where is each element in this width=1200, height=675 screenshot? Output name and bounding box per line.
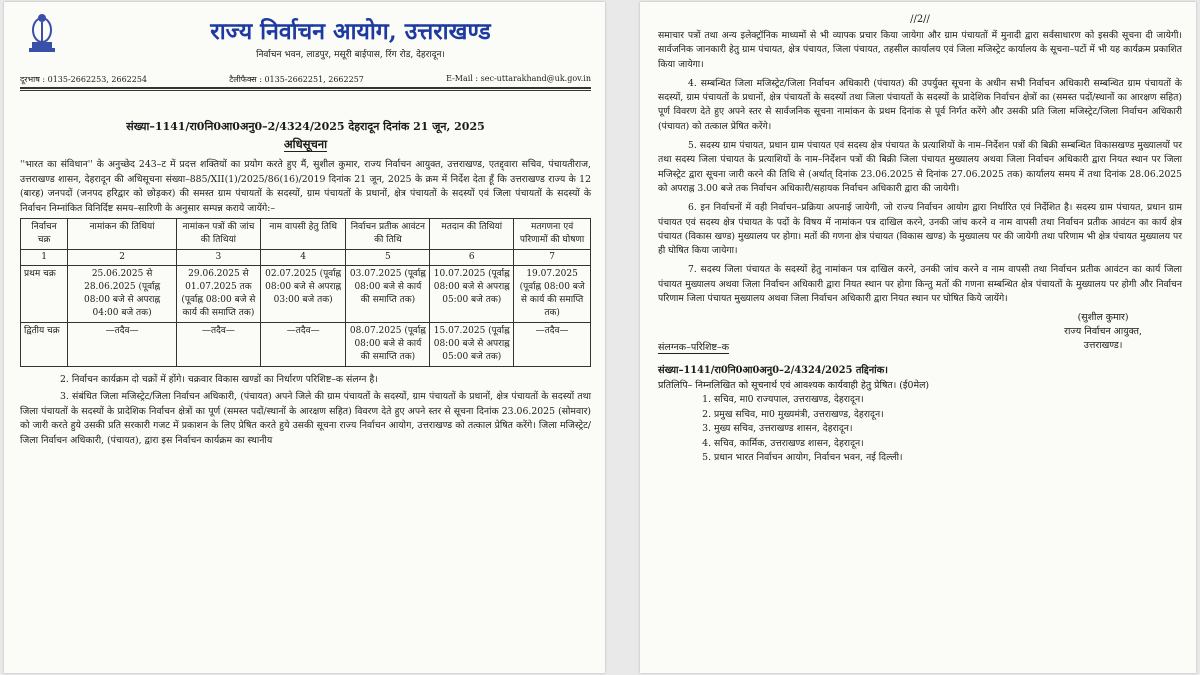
table-cell: 03.07.2025 (पूर्वाह्न 08:00 बजे से कार्य की समाप्ति तक) <box>346 266 430 323</box>
page-number: //2// <box>910 14 930 25</box>
table-cell: —तदैव— <box>260 323 346 367</box>
notification-page-1 <box>4 2 605 673</box>
table-header-cell: मतदान की तिथियां <box>430 219 514 250</box>
paragraph-4: 4. सम्बन्धित जिला मजिस्ट्रेट/जिला निर्वाचन अधिकारी (पंचायत) की उपर्युक्त सूचना के अधीन सभी निर्वाचन अधिकारी सम्बन्धित ग्राम पंचायतों के सदस्यों, ग्राम पंचायतों के प्रधानों, क्षेत्र पंचायतों के सदस्यों तथा जिला पंचायतों के सदस्यों के प्रादेशिक निर्वाचन क्षेत्रों का (समस्त पदों/स्थानों का आरक्षण सहित) पूर्ण विवरण देते हुए अपने स्तर से सार्वजनिक सूचना नामांकन के प्रथम दिनांक से पूर्व निर्गत करेंगे और उसकी प्रति जिला मजिस्ट्रेट/जिला निर्वाचन अधिकारी (पंचायत) को तत्काल प्रेषित करेंगे। <box>658 77 1182 132</box>
header-divider <box>20 87 591 89</box>
signature-block <box>1064 311 1142 353</box>
list-item: 3. मुख्य सचिव, उत्तराखण्ड शासन, देहरादून। <box>714 422 1182 436</box>
column-number: 2 <box>68 250 177 266</box>
column-number: 7 <box>514 250 591 266</box>
header-divider-thin <box>20 90 591 91</box>
paragraph-3-continued: समाचार पत्रों तथा अन्य इलेक्ट्रॉनिक माध्यमों से भी व्यापक प्रचार किया जायेगा और ग्राम पंचायतों में मुनादी द्वारा सर्वसाधारण को इसकी सूचना दी जायेगी। सार्वजनिक जानकारी हेतु ग्राम पंचायत, क्षेत्र पंचायत, जिला पंचायत, तहसील कार्यालय एवं जिला मजिस्ट्रेट कार्यालय के सूचना–पटों में भी यह कार्यक्रम प्रकाशित किया जायेगा। <box>658 30 1182 70</box>
copy-reference-number: संख्या–1141/रा0नि0आ0अनु0–2/4324/2025 तद्दिनांक। <box>658 365 888 377</box>
paragraph-2: 2. निर्वाचन कार्यक्रम दो चक्रों में होंगे। चक्रवार विकास खण्डों का निर्धारण परिशिष्ट–क संलग्न है। <box>60 374 378 386</box>
table-header-cell: निर्वाचन चक्र <box>21 219 68 250</box>
enclosure-note: संलग्नक–परिशिष्ट–क <box>658 342 730 354</box>
election-schedule-table <box>20 218 591 367</box>
list-item: 5. प्रधान भारत निर्वाचन आयोग, निर्वाचन भवन, नई दिल्ली। <box>714 451 1182 465</box>
fax-number: टैलीफैक्स : 0135-2662251, 2662257 <box>229 75 364 84</box>
table-cell: —तदैव— <box>514 323 591 367</box>
list-item: 2. प्रमुख सचिव, मा0 मुख्यमंत्री, उत्तराखण्ड, देहरादून। <box>714 408 1182 422</box>
column-number: 6 <box>430 250 514 266</box>
table-cell: 29.06.2025 से 01.07.2025 तक (पूर्वाह्न 08:00 बजे से कार्य की समाप्ति तक) <box>176 266 260 323</box>
paragraph-7: 7. सदस्य जिला पंचायत के सदस्यों हेतु नामांकन पत्र दाखिल करने, उनकी जांच करने व नाम वापसी तथा निर्वाचन प्रतीक आवंटन का कार्य जिला पंचायत मुख्यालय अथवा जिला निर्वाचन अधिकारी द्वारा नियत स्थान पर होगा किन्तु मतों की गणना सम्बन्धित क्षेत्र पंचायतों के मुख्यालय पर होगी और निर्वाचन परिणाम जिला पंचायत मुख्यालय अथवा जिला निर्वाचन अधिकारी द्वारा नियत स्थान पर घोषित किये जायेंगे। <box>658 264 1182 305</box>
table-cell: —तदैव— <box>68 323 177 367</box>
paragraph-3: 3. संबंधित जिला मजिस्ट्रेट/जिला निर्वाचन अधिकारी, (पंचायत) अपने जिले की ग्राम पंचायतों के सदस्यों, ग्राम पंचायतों के प्रधानों, क्षेत्र पंचायतों के सदस्यों तथा जिला पंचायतों के सदस्यों के प्रादेशिक निर्वाचन क्षेत्रों का पूर्ण (समस्त पदों/स्थानों के आरक्षण सहित) विवरण देते हुए अपने स्तर से सूचना दिनांक 23.06.2025 (सोमवार) को जारी करते हुये उसकी प्रति सरकारी गजट में प्रकाशन के लिए प्रेषित करते हुये उसकी सूचना राज्य निर्वाचन आयोग, उत्तराखण्ड को तत्काल प्रेषित करेंगे। जिला मजिस्ट्रेट/जिला निर्वाचन अधिकारी, (पंचायत), द्वारा इस निर्वाचन कार्यक्रम का स्थानीय <box>20 390 591 446</box>
table-cell: द्वितीय चक्र <box>21 323 68 367</box>
column-number: 5 <box>346 250 430 266</box>
signatory-state: उत्तराखण्ड। <box>1083 340 1123 352</box>
column-number: 1 <box>21 250 68 266</box>
paragraph-5: 5. सदस्य ग्राम पंचायत, प्रधान ग्राम पंचायत एवं सदस्य क्षेत्र पंचायत के प्रत्याशियों के नाम–निर्देशन पत्रों की बिक्री सम्बन्धित विकासखण्ड मुख्यालयों पर तथा सदस्य जिला पंचायत के प्रत्याशियों के नाम–निर्देशन पत्रों की बिक्री जिला पंचायत मुख्यालय अथवा जिला निर्वाचन अधिकारी द्वारा नियत स्थान पर जिला मजिस्ट्रेट द्वारा सूचना जारी करने की तिथि से (अर्थात् दिनांक 23.06.2025 से दिनांक 27.06.2025 तक) कार्यालय समय में तथा दिनांक 28.06.2025 को अपराह्न 3.00 बजे तक निर्वाचन अधिकारी/सहायक निर्वाचन अधिकारी द्वारा की जायेगी। <box>658 140 1182 194</box>
commission-address: निर्वाचन भवन, लाडपुर, मसूरी बाईपास, रिंग रोड, देहरादून। <box>256 50 445 60</box>
column-number: 3 <box>176 250 260 266</box>
paragraph-6: 6. इन निर्वाचनों में वही निर्वाचन–प्रक्रिया अपनाई जायेगी, जो राज्य निर्वाचन आयोग द्वारा निर्धारित एवं निर्देशित है। सदस्य ग्राम पंचायत, प्रधान ग्राम पंचायत एवं सदस्य क्षेत्र पंचायत के पदों के विषय में नामांकन पत्र दाखिल करने, उनकी जांच करने व नाम वापसी तथा निर्वाचन प्रतीक आवंटन का कार्य क्षेत्र पंचायत (विकास खण्ड) मुख्यालय पर होगा। मतों की गणना क्षेत्र पंचायत (विकास खण्ड) के मुख्यालय पर की जायेगी तथा परिणाम भी क्षेत्र पंचायत मुख्यालय पर ही घोषित किया जायेगा। <box>658 202 1182 257</box>
table-cell: 25.06.2025 से 28.06.2025 (पूर्वाह्न 08:00 बजे से अपराह्न 04:00 बजे तक) <box>68 266 177 323</box>
commission-title: राज्य निर्वाचन आयोग, उत्तराखण्ड <box>210 18 491 45</box>
notification-page-2 <box>640 2 1196 673</box>
table-cell: 15.07.2025 (पूर्वाह्न 08:00 बजे से अपराह्न 05:00 बजे तक) <box>430 323 514 367</box>
state-emblem-icon <box>24 8 60 54</box>
email-address: E-Mail : sec-uttarakhand@uk.gov.in <box>446 74 591 83</box>
list-item: 4. सचिव, कार्मिक, उत्तराखण्ड शासन, देहरादून। <box>714 437 1182 451</box>
reference-number: संख्या–1141/रा0नि0आ0अनु0–2/4324/2025 देहरादून दिनांक 21 जून, 2025 <box>126 120 485 133</box>
phone-number: दूरभाष : 0135-2662253, 2662254 <box>20 75 148 84</box>
column-number: 4 <box>260 250 346 266</box>
table-cell: 10.07.2025 (पूर्वाह्न 08:00 बजे से अपराह्न 05:00 बजे तक) <box>430 266 514 323</box>
table-header-cell: निर्वाचन प्रतीक आवंटन की तिथि <box>346 219 430 250</box>
table-header-cell: मतगणना एवं परिणामों की घोषणा <box>514 219 591 250</box>
table-cell: 08.07.2025 (पूर्वाह्न 08:00 बजे से कार्य की समाप्ति तक) <box>346 323 430 367</box>
table-header-cell: नामांकन की तिथियां <box>68 219 177 250</box>
list-item: 1. सचिव, मा0 राज्यपाल, उत्तराखण्ड, देहरादून। <box>714 393 1182 407</box>
table-number-row <box>21 250 591 266</box>
signatory-designation: राज्य निर्वाचन आयुक्त, <box>1064 326 1142 338</box>
intro-paragraph: ''भारत का संविधान'' के अनुच्छेद 243–ट में प्रदत्त शक्तियों का प्रयोग करते हुए मैं, सुशील कुमार, राज्य निर्वाचन आयुक्त, उत्तराखण्ड, एतद्द्वारा सचिव, पंचायतीराज, उत्तराखण्ड शासन, देहरादून की अधिसूचना संख्या–885/XII(1)/2025/86(16)/2019 दिनांक 21 जून, 2025 के क्रम में निर्देश देता हूँ कि उत्तराखण्ड राज्य के 12 (बारह) जनपदों (जनपद हरिद्वार को छोड़कर) की समस्त ग्राम पंचायतों के सदस्यों, ग्राम पंचायतों के प्रधानों, क्षेत्र पंचायतों के सदस्यों एवं जिला पंचायतों के सदस्यों के निर्वाचन निम्नांकित विनिर्दिष्ट समय–सारिणी के अनुसार सम्पन्न कराये जायेंगे:– <box>20 159 591 214</box>
contact-line <box>20 74 591 85</box>
table-row <box>21 266 591 323</box>
notification-title: अधिसूचना <box>283 137 328 151</box>
table-cell: —तदैव— <box>176 323 260 367</box>
table-header-cell: नामांकन पत्रों की जांच की तिथियां <box>176 219 260 250</box>
recipient-list <box>658 393 1182 465</box>
table-header-cell: नाम वापसी हेतु तिथि <box>260 219 346 250</box>
table-header-row <box>21 219 591 250</box>
table-cell: 02.07.2025 (पूर्वाह्न 08:00 बजे से अपराह्न 03:00 बजे तक) <box>260 266 346 323</box>
signatory-name: (सुशील कुमार) <box>1077 312 1129 324</box>
table-cell: 19.07.2025 (पूर्वाह्न 08:00 बजे से कार्य की समाप्ति तक) <box>514 266 591 323</box>
copy-to-line: प्रतिलिपि– निम्नलिखित को सूचनार्थ एवं आवश्यक कार्यवाही हेतु प्रेषित। (ई0मेल) <box>658 380 930 392</box>
table-cell: प्रथम चक्र <box>21 266 68 323</box>
table-row <box>21 323 591 367</box>
